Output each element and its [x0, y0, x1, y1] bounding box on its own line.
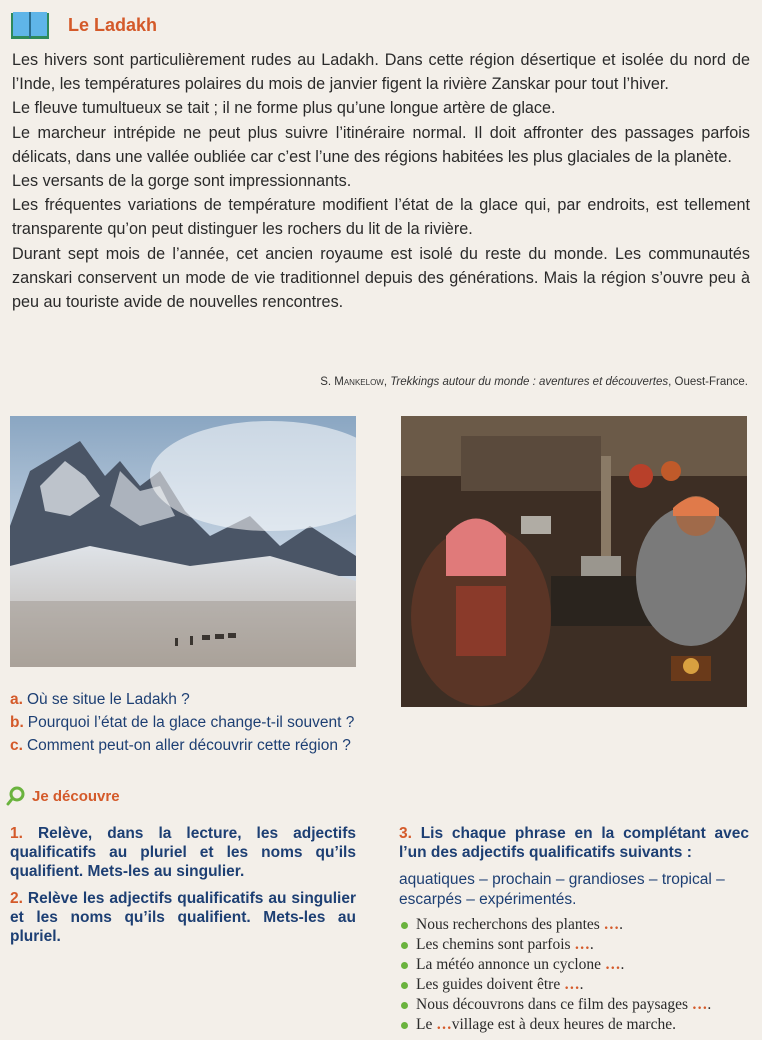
exercise-text: Relève les adjectifs qualificatifs au singulier et les noms qu’ils qualifient. Mets-les au pluriel.	[10, 890, 357, 945]
blank-dots: …	[436, 1016, 452, 1033]
question-letter: a.	[10, 691, 23, 708]
question-item	[10, 688, 354, 711]
sentence-text: Nous recherchons des plantes	[416, 916, 600, 933]
bullet-icon	[401, 982, 408, 989]
list-item	[401, 975, 711, 995]
sentence-text: Les chemins sont parfois	[416, 936, 571, 953]
bullet-icon	[401, 942, 408, 949]
list-item	[401, 995, 711, 1015]
sentence-end: .	[579, 976, 584, 993]
list-item	[401, 1015, 711, 1035]
exercise-number: 2.	[10, 890, 23, 907]
sentence-list	[401, 915, 711, 1035]
adjective-list: aquatiques – prochain – grandioses – tropical – escarpés – expérimentés.	[399, 871, 725, 908]
sentence-text: Les guides doivent être	[416, 976, 561, 993]
blank-dots: …	[691, 996, 708, 1013]
sentence-end: .	[589, 936, 594, 953]
sentence-end: .	[619, 916, 624, 933]
magnifier-icon	[6, 786, 26, 806]
source-publisher: , Ouest-France.	[668, 376, 748, 388]
list-item	[401, 915, 711, 935]
decouvre-header	[6, 786, 120, 806]
blank-dots: …	[564, 976, 580, 993]
reading-paragraph: Les fréquentes variations de température modifient l’état de la glace qui, par endroits, est tellement transparente qu’on peut distinguer les rochers du lit de la rivière.	[12, 196, 750, 239]
comprehension-questions	[10, 688, 354, 757]
sentence-text: La météo annonce un cyclone	[416, 956, 602, 973]
sentence-end: .	[707, 996, 712, 1013]
bullet-icon	[401, 1022, 408, 1029]
photo-kitchen	[401, 416, 747, 707]
question-text: Où se situe le Ladakh ?	[26, 691, 190, 708]
book-icon	[10, 10, 50, 40]
blank-dots: …	[574, 936, 590, 953]
list-item	[401, 955, 711, 975]
reading-paragraph: Le fleuve tumultueux se tait ; il ne forme plus qu’une longue artère de glace.	[12, 99, 556, 118]
source-book: Trekkings autour du monde : aventures et découvertes	[390, 376, 669, 388]
exercise-2	[10, 889, 356, 946]
source-initial: S.	[320, 376, 332, 388]
exercise-3	[399, 824, 749, 862]
reading-paragraph: Durant sept mois de l’année, cet ancien royaume est isolé du reste du monde. Les communautés zanskari conservent un mode de vie traditionnel depuis des générations. Mais la région s’ouvre peu à peu au touriste avide de nouvelles rencontres.	[12, 244, 750, 312]
bullet-icon	[401, 922, 408, 929]
exercise-number: 3.	[399, 825, 412, 842]
question-letter: c.	[10, 737, 23, 754]
bullet-icon	[401, 962, 408, 969]
list-item	[401, 935, 711, 955]
exercise-text: Lis chaque phrase en la complétant avec l’un des adjectifs qualificatifs suivants :	[399, 825, 749, 861]
bullet-icon	[401, 1002, 408, 1009]
reading-text	[12, 48, 750, 314]
source-citation: S. Mankelow, Trekkings autour du monde : aventures et découvertes, Ouest-France.	[320, 376, 748, 388]
blank-dots: …	[603, 916, 620, 933]
sentence-text: Le	[416, 1016, 433, 1033]
reading-paragraph: Les hivers sont particulièrement rudes au Ladakh. Dans cette région désertique et isolée du nord de l’Inde, les températures polaires du mois de janvier figent la rivière Zanskar pour tout l’hiver.	[12, 51, 750, 94]
exercise-text: Relève, dans la lecture, les adjectifs qualificatifs au pluriel et les noms qu’ils qualifient. Mets-les au singulier.	[10, 825, 356, 880]
photo-mountain	[10, 416, 356, 667]
source-author: Mankelow	[334, 376, 384, 388]
sentence-end: village est à deux heures de marche.	[451, 1016, 676, 1033]
question-item	[10, 711, 354, 734]
section-header	[10, 8, 157, 42]
exercise-number: 1.	[10, 825, 23, 842]
reading-paragraph: Les versants de la gorge sont impressionnants.	[12, 172, 352, 191]
question-letter: b.	[10, 714, 24, 731]
exercise-1	[10, 824, 356, 881]
question-item	[10, 734, 354, 757]
blank-dots: …	[604, 956, 621, 973]
decouvre-title: Je découvre	[32, 787, 120, 805]
sentence-text: Nous découvrons dans ce film des paysages	[416, 996, 689, 1013]
reading-paragraph: Le marcheur intrépide ne peut plus suivre l’itinéraire normal. Il doit affronter des passages parfois délicats, dans une vallée oubliée car c’est l’une des régions habitées les plus glaciales de la planète.	[12, 123, 750, 166]
question-text: Comment peut-on aller découvrir cette région ?	[26, 737, 351, 754]
page-title: Le Ladakh	[68, 14, 158, 35]
question-text: Pourquoi l’état de la glace change-t-il souvent ?	[27, 714, 355, 731]
sentence-end: .	[620, 956, 625, 973]
